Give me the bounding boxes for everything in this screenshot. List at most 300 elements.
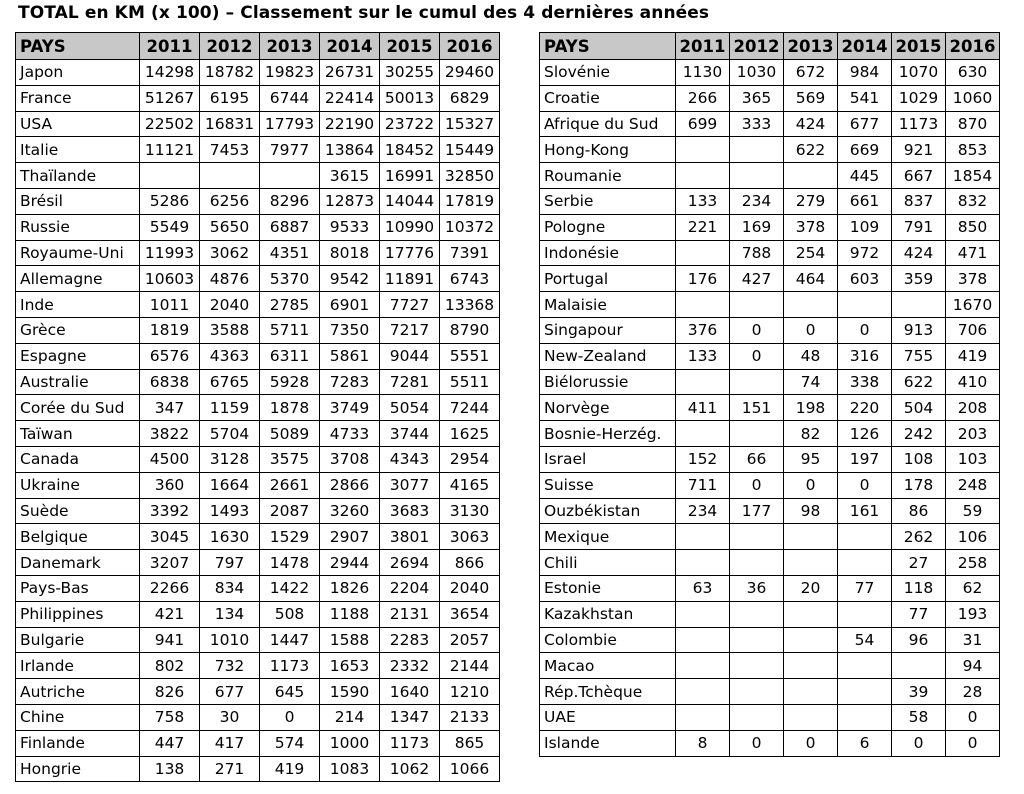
value-cell: 198 xyxy=(784,395,838,421)
value-cell: 14044 xyxy=(380,188,440,214)
header-country: PAYS xyxy=(16,33,140,60)
value-cell: 18782 xyxy=(200,60,260,86)
value-cell: 109 xyxy=(838,214,892,240)
country-cell: Portugal xyxy=(540,266,676,292)
value-cell xyxy=(838,292,892,318)
country-cell: USA xyxy=(16,111,140,137)
value-cell xyxy=(838,704,892,730)
value-cell: 758 xyxy=(140,704,200,730)
country-cell: Biélorussie xyxy=(540,369,676,395)
country-cell: Japon xyxy=(16,60,140,86)
value-cell: 19823 xyxy=(260,60,320,86)
value-cell: 6256 xyxy=(200,188,260,214)
value-cell: 4343 xyxy=(380,446,440,472)
value-cell: 22414 xyxy=(320,85,380,111)
country-cell: Mexique xyxy=(540,524,676,550)
value-cell: 360 xyxy=(140,472,200,498)
table-row xyxy=(540,317,1000,343)
value-cell: 1130 xyxy=(676,60,730,86)
value-cell: 3588 xyxy=(200,317,260,343)
value-cell: 5370 xyxy=(260,266,320,292)
country-cell: Estonie xyxy=(540,575,676,601)
value-cell: 972 xyxy=(838,240,892,266)
value-cell: 103 xyxy=(946,446,1000,472)
value-cell: 11121 xyxy=(140,137,200,163)
country-cell: Royaume-Uni xyxy=(16,240,140,266)
value-cell: 630 xyxy=(946,60,1000,86)
value-cell: 27 xyxy=(892,550,946,576)
value-cell: 424 xyxy=(784,111,838,137)
value-cell: 1447 xyxy=(260,627,320,653)
value-cell: 3128 xyxy=(200,446,260,472)
country-cell: Canada xyxy=(16,446,140,472)
value-cell: 3077 xyxy=(380,472,440,498)
value-cell: 1173 xyxy=(260,653,320,679)
value-cell: 427 xyxy=(730,266,784,292)
table-row xyxy=(540,524,1000,550)
value-cell: 410 xyxy=(946,369,1000,395)
value-cell: 94 xyxy=(946,653,1000,679)
country-cell: Grèce xyxy=(16,317,140,343)
value-cell: 3062 xyxy=(200,240,260,266)
value-cell: 1478 xyxy=(260,550,320,576)
value-cell xyxy=(730,421,784,447)
table-row xyxy=(540,85,1000,111)
table-row xyxy=(16,421,500,447)
value-cell: 2694 xyxy=(380,550,440,576)
table-row xyxy=(540,214,1000,240)
country-cell: Hong-Kong xyxy=(540,137,676,163)
value-cell xyxy=(730,627,784,653)
value-cell: 850 xyxy=(946,214,1000,240)
value-cell: 1826 xyxy=(320,575,380,601)
value-cell: 6 xyxy=(838,730,892,756)
value-cell: 3207 xyxy=(140,550,200,576)
value-cell: 359 xyxy=(892,266,946,292)
value-cell: 7391 xyxy=(440,240,500,266)
country-cell: Inde xyxy=(16,292,140,318)
value-cell: 248 xyxy=(946,472,1000,498)
table-row xyxy=(16,550,500,576)
country-cell: Russie xyxy=(16,214,140,240)
value-cell xyxy=(730,550,784,576)
country-cell: Pologne xyxy=(540,214,676,240)
value-cell: 791 xyxy=(892,214,946,240)
value-cell: 234 xyxy=(730,188,784,214)
table-row xyxy=(540,343,1000,369)
value-cell xyxy=(784,163,838,189)
value-cell: 574 xyxy=(260,730,320,756)
table-row xyxy=(16,266,500,292)
value-cell: 262 xyxy=(892,524,946,550)
value-cell: 138 xyxy=(140,756,200,782)
value-cell xyxy=(676,292,730,318)
value-cell xyxy=(140,163,200,189)
value-cell: 1066 xyxy=(440,756,500,782)
value-cell: 9533 xyxy=(320,214,380,240)
value-cell: 2144 xyxy=(440,653,500,679)
value-cell: 1083 xyxy=(320,756,380,782)
country-cell: Corée du Sud xyxy=(16,395,140,421)
table-row xyxy=(16,704,500,730)
value-cell: 7453 xyxy=(200,137,260,163)
table-row xyxy=(16,472,500,498)
value-cell: 338 xyxy=(838,369,892,395)
value-cell: 1011 xyxy=(140,292,200,318)
header-year: 2015 xyxy=(892,33,946,60)
value-cell: 870 xyxy=(946,111,1000,137)
value-cell: 2866 xyxy=(320,472,380,498)
header-year: 2012 xyxy=(730,33,784,60)
value-cell: 17819 xyxy=(440,188,500,214)
value-cell: 1664 xyxy=(200,472,260,498)
value-cell: 316 xyxy=(838,343,892,369)
value-cell: 865 xyxy=(440,730,500,756)
value-cell: 5054 xyxy=(380,395,440,421)
value-cell: 178 xyxy=(892,472,946,498)
table-body xyxy=(540,60,1000,757)
header-country: PAYS xyxy=(540,33,676,60)
header-row xyxy=(16,33,500,60)
value-cell: 6743 xyxy=(440,266,500,292)
value-cell: 126 xyxy=(838,421,892,447)
header-row xyxy=(540,33,1000,60)
value-cell: 208 xyxy=(946,395,1000,421)
value-cell: 2133 xyxy=(440,704,500,730)
value-cell: 6744 xyxy=(260,85,320,111)
table-row xyxy=(540,292,1000,318)
value-cell: 0 xyxy=(946,704,1000,730)
value-cell: 50013 xyxy=(380,85,440,111)
value-cell: 8790 xyxy=(440,317,500,343)
value-cell: 0 xyxy=(838,317,892,343)
value-cell: 1854 xyxy=(946,163,1000,189)
table-row xyxy=(540,60,1000,86)
value-cell xyxy=(676,163,730,189)
value-cell: 3801 xyxy=(380,524,440,550)
value-cell: 677 xyxy=(200,679,260,705)
value-cell: 4351 xyxy=(260,240,320,266)
country-cell: Bulgarie xyxy=(16,627,140,653)
value-cell: 1060 xyxy=(946,85,1000,111)
value-cell: 788 xyxy=(730,240,784,266)
value-cell: 832 xyxy=(946,188,1000,214)
country-cell: Italie xyxy=(16,137,140,163)
table-row xyxy=(16,85,500,111)
value-cell: 2087 xyxy=(260,498,320,524)
table-row xyxy=(540,188,1000,214)
value-cell: 7281 xyxy=(380,369,440,395)
value-cell: 1210 xyxy=(440,679,500,705)
value-cell xyxy=(838,524,892,550)
value-cell: 214 xyxy=(320,704,380,730)
value-cell: 837 xyxy=(892,188,946,214)
value-cell xyxy=(784,292,838,318)
value-cell: 569 xyxy=(784,85,838,111)
value-cell: 7217 xyxy=(380,317,440,343)
value-cell: 672 xyxy=(784,60,838,86)
value-cell xyxy=(730,137,784,163)
country-cell: Danemark xyxy=(16,550,140,576)
value-cell: 417 xyxy=(200,730,260,756)
value-cell: 18452 xyxy=(380,137,440,163)
value-cell: 95 xyxy=(784,446,838,472)
value-cell: 941 xyxy=(140,627,200,653)
value-cell: 6576 xyxy=(140,343,200,369)
value-cell xyxy=(730,369,784,395)
value-cell: 2040 xyxy=(200,292,260,318)
value-cell: 1529 xyxy=(260,524,320,550)
value-cell: 0 xyxy=(784,317,838,343)
value-cell: 661 xyxy=(838,188,892,214)
table-row xyxy=(540,111,1000,137)
value-cell xyxy=(676,240,730,266)
value-cell: 333 xyxy=(730,111,784,137)
table-body xyxy=(16,60,500,782)
table-row xyxy=(16,679,500,705)
table-row xyxy=(16,111,500,137)
table-row xyxy=(16,369,500,395)
value-cell: 258 xyxy=(946,550,1000,576)
country-cell: UAE xyxy=(540,704,676,730)
value-cell: 2040 xyxy=(440,575,500,601)
country-cell: Islande xyxy=(540,730,676,756)
country-cell: Rép.Tchèque xyxy=(540,679,676,705)
value-cell: 5704 xyxy=(200,421,260,447)
value-cell: 797 xyxy=(200,550,260,576)
value-cell: 622 xyxy=(784,137,838,163)
header-year: 2011 xyxy=(140,33,200,60)
table-row xyxy=(16,214,500,240)
value-cell: 10603 xyxy=(140,266,200,292)
value-cell xyxy=(784,627,838,653)
value-cell: 471 xyxy=(946,240,1000,266)
value-cell: 82 xyxy=(784,421,838,447)
table-row xyxy=(540,446,1000,472)
value-cell: 4876 xyxy=(200,266,260,292)
value-cell: 853 xyxy=(946,137,1000,163)
value-cell: 378 xyxy=(784,214,838,240)
value-cell: 32850 xyxy=(440,163,500,189)
table-row xyxy=(16,524,500,550)
country-cell: Chine xyxy=(16,704,140,730)
value-cell: 7727 xyxy=(380,292,440,318)
header-year: 2011 xyxy=(676,33,730,60)
value-cell: 826 xyxy=(140,679,200,705)
table-row xyxy=(16,601,500,627)
value-cell: 3683 xyxy=(380,498,440,524)
value-cell: 1493 xyxy=(200,498,260,524)
value-cell: 36 xyxy=(730,575,784,601)
right-table xyxy=(539,32,1000,757)
value-cell: 3063 xyxy=(440,524,500,550)
country-cell: Philippines xyxy=(16,601,140,627)
value-cell xyxy=(676,679,730,705)
value-cell: 5711 xyxy=(260,317,320,343)
value-cell: 133 xyxy=(676,343,730,369)
country-cell: Autriche xyxy=(16,679,140,705)
value-cell: 108 xyxy=(892,446,946,472)
value-cell: 2266 xyxy=(140,575,200,601)
value-cell: 48 xyxy=(784,343,838,369)
value-cell: 5861 xyxy=(320,343,380,369)
value-cell: 30255 xyxy=(380,60,440,86)
value-cell: 3392 xyxy=(140,498,200,524)
value-cell: 0 xyxy=(838,472,892,498)
value-cell: 152 xyxy=(676,446,730,472)
value-cell: 504 xyxy=(892,395,946,421)
value-cell: 667 xyxy=(892,163,946,189)
value-cell: 7350 xyxy=(320,317,380,343)
value-cell: 834 xyxy=(200,575,260,601)
value-cell: 411 xyxy=(676,395,730,421)
value-cell: 5286 xyxy=(140,188,200,214)
value-cell: 1173 xyxy=(380,730,440,756)
value-cell: 66 xyxy=(730,446,784,472)
value-cell: 16991 xyxy=(380,163,440,189)
value-cell: 221 xyxy=(676,214,730,240)
header-year: 2012 xyxy=(200,33,260,60)
value-cell xyxy=(838,679,892,705)
value-cell: 1030 xyxy=(730,60,784,86)
country-cell: Croatie xyxy=(540,85,676,111)
value-cell: 1010 xyxy=(200,627,260,653)
value-cell: 0 xyxy=(730,730,784,756)
value-cell: 271 xyxy=(200,756,260,782)
table-row xyxy=(16,395,500,421)
value-cell: 6829 xyxy=(440,85,500,111)
table-row xyxy=(540,240,1000,266)
value-cell: 11891 xyxy=(380,266,440,292)
value-cell: 3744 xyxy=(380,421,440,447)
table-row xyxy=(540,369,1000,395)
value-cell: 2785 xyxy=(260,292,320,318)
value-cell: 0 xyxy=(730,343,784,369)
value-cell xyxy=(730,163,784,189)
table-row xyxy=(540,550,1000,576)
value-cell: 254 xyxy=(784,240,838,266)
value-cell: 39 xyxy=(892,679,946,705)
value-cell: 15449 xyxy=(440,137,500,163)
value-cell: 8296 xyxy=(260,188,320,214)
value-cell xyxy=(838,653,892,679)
value-cell: 1878 xyxy=(260,395,320,421)
value-cell: 2057 xyxy=(440,627,500,653)
value-cell xyxy=(676,550,730,576)
table-row xyxy=(16,163,500,189)
country-cell: Chili xyxy=(540,550,676,576)
value-cell xyxy=(838,601,892,627)
value-cell: 12873 xyxy=(320,188,380,214)
country-cell: Colombie xyxy=(540,627,676,653)
value-cell: 365 xyxy=(730,85,784,111)
value-cell: 77 xyxy=(838,575,892,601)
value-cell: 8018 xyxy=(320,240,380,266)
country-cell: Singapour xyxy=(540,317,676,343)
header-year: 2016 xyxy=(440,33,500,60)
value-cell: 30 xyxy=(200,704,260,730)
value-cell: 6887 xyxy=(260,214,320,240)
value-cell: 17793 xyxy=(260,111,320,137)
value-cell xyxy=(676,627,730,653)
value-cell xyxy=(200,163,260,189)
value-cell: 177 xyxy=(730,498,784,524)
value-cell: 645 xyxy=(260,679,320,705)
table-row xyxy=(16,627,500,653)
value-cell: 22502 xyxy=(140,111,200,137)
table-row xyxy=(540,704,1000,730)
table-row xyxy=(16,575,500,601)
value-cell: 8 xyxy=(676,730,730,756)
value-cell: 3260 xyxy=(320,498,380,524)
country-cell: Bosnie-Herzég. xyxy=(540,421,676,447)
value-cell: 5511 xyxy=(440,369,500,395)
table-row xyxy=(16,653,500,679)
value-cell: 5089 xyxy=(260,421,320,447)
country-cell: Israel xyxy=(540,446,676,472)
value-cell: 1630 xyxy=(200,524,260,550)
table-row xyxy=(540,498,1000,524)
value-cell: 4165 xyxy=(440,472,500,498)
value-cell: 1188 xyxy=(320,601,380,627)
header-year: 2016 xyxy=(946,33,1000,60)
header-year: 2014 xyxy=(320,33,380,60)
value-cell: 133 xyxy=(676,188,730,214)
value-cell: 15327 xyxy=(440,111,500,137)
value-cell: 20 xyxy=(784,575,838,601)
country-cell: Macao xyxy=(540,653,676,679)
country-cell: Roumanie xyxy=(540,163,676,189)
value-cell: 3654 xyxy=(440,601,500,627)
value-cell: 3822 xyxy=(140,421,200,447)
value-cell: 234 xyxy=(676,498,730,524)
value-cell xyxy=(676,421,730,447)
value-cell: 59 xyxy=(946,498,1000,524)
value-cell: 6765 xyxy=(200,369,260,395)
value-cell: 220 xyxy=(838,395,892,421)
country-cell: New-Zealand xyxy=(540,343,676,369)
value-cell: 464 xyxy=(784,266,838,292)
value-cell: 63 xyxy=(676,575,730,601)
value-cell: 23722 xyxy=(380,111,440,137)
value-cell: 699 xyxy=(676,111,730,137)
value-cell: 77 xyxy=(892,601,946,627)
country-cell: Belgique xyxy=(16,524,140,550)
value-cell: 10990 xyxy=(380,214,440,240)
left-table xyxy=(15,32,500,782)
country-cell: Espagne xyxy=(16,343,140,369)
value-cell: 913 xyxy=(892,317,946,343)
value-cell: 622 xyxy=(892,369,946,395)
value-cell: 6311 xyxy=(260,343,320,369)
value-cell: 1588 xyxy=(320,627,380,653)
value-cell: 54 xyxy=(838,627,892,653)
header-year: 2013 xyxy=(260,33,320,60)
value-cell: 0 xyxy=(946,730,1000,756)
value-cell xyxy=(784,704,838,730)
table-row xyxy=(540,472,1000,498)
header-year: 2013 xyxy=(784,33,838,60)
value-cell: 421 xyxy=(140,601,200,627)
value-cell: 711 xyxy=(676,472,730,498)
value-cell xyxy=(838,550,892,576)
table-row xyxy=(16,240,500,266)
value-cell: 677 xyxy=(838,111,892,137)
table-row xyxy=(16,137,500,163)
value-cell: 445 xyxy=(838,163,892,189)
country-cell: Thaïlande xyxy=(16,163,140,189)
country-cell: Indonésie xyxy=(540,240,676,266)
